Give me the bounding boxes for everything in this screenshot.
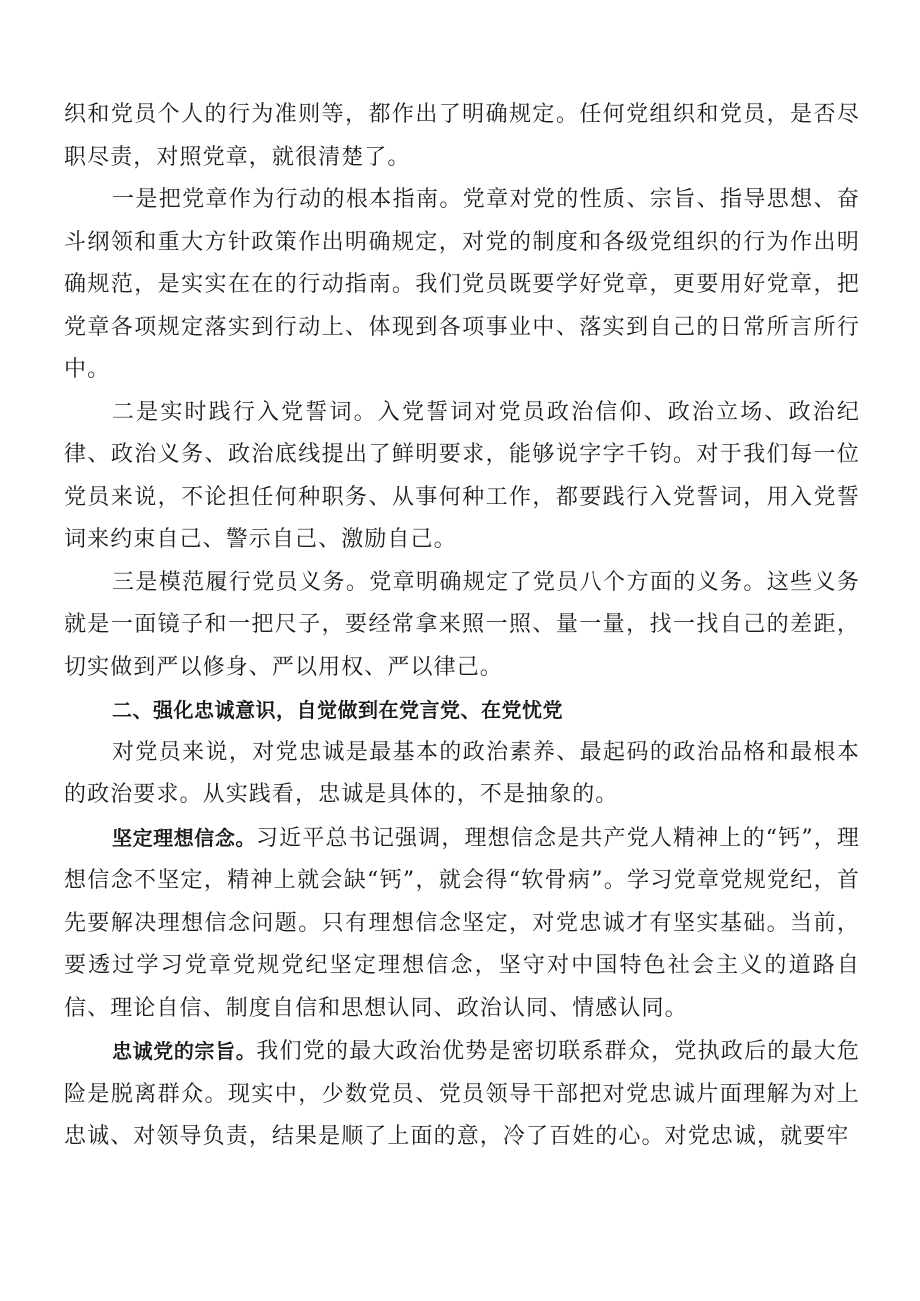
paragraph-guide: 一是把党章作为行动的根本指南。党章对党的性质、宗旨、指导思想、奋斗纲领和重大方针政策作出明确规定，对党的制度和各级党组织的行为作出明确规范，是实实在在的行动指南。我们党员既要学好党章，更要用好党章，把党章各项规定落实到行动上、体现到各项事业中、落实到自己的日常所言所行中。 (64, 187, 860, 382)
paragraph-body-purpose: 我们党的最大政治优势是密切联系群众，党执政后的最大危险是脱离群众。现实中，少数党员、党员领导干部把对党忠诚片面理解为对上忠诚、对领导负责，结果是顺了上面的意，冷了百姓的心。对党忠诚，就要牢 (64, 1039, 861, 1149)
paragraph-purpose (64, 1030, 860, 1159)
paragraph-body-ideals: 习近平总书记强调，理想信念是共产党人精神上的“钙”，理想信念不坚定，精神上就会缺“钙”，就会得“软骨病”。学习党章党规党纪，首先要解决理想信念问题。只有理想信念坚定，对党忠诚才有坚实基础。当前，要透过学习党章党规党纪坚定理想信念，坚守对中国特色社会主义的道路自信、理论自信、制度自信和思想认同、政治认同、情感认同。 (64, 825, 861, 1021)
paragraph-continued: 织和党员个人的行为准则等，都作出了明确规定。任何党组织和党员，是否尽职尽责，对照党章，就很清楚了。 (64, 102, 860, 170)
document-body (64, 94, 860, 1159)
paragraph-loyalty-intro: 对党员来说，对党忠诚是最基本的政治素养、最起码的政治品格和最根本的政治要求。从实践看，忠诚是具体的，不是抽象的。 (64, 739, 860, 807)
paragraph-duty: 三是模范履行党员义务。党章明确规定了党员八个方面的义务。这些义务就是一面镜子和一把尺子，要经常拿来照一照、量一量，找一找自己的差距，切实做到严以修身、严以用权、严以律己。 (64, 569, 860, 680)
paragraph-lead-purpose: 忠诚党的宗旨。 (112, 1039, 257, 1063)
paragraph-oath: 二是实时践行入党誓词。入党誓词对党员政治信仰、政治立场、政治纪律、政治义务、政治底线提出了鲜明要求，能够说字字千钧。对于我们每一位党员来说，不论担任何种职务、从事何种工作，都要践行入党誓词，用入党誓词来约束自己、警示自己、激励自己。 (64, 399, 860, 552)
paragraph-lead-ideals: 坚定理想信念。 (112, 825, 256, 850)
paragraph-ideals (64, 817, 860, 1031)
section-heading: 二、强化忠诚意识，自觉做到在党言党、在党忧党 (112, 698, 563, 722)
